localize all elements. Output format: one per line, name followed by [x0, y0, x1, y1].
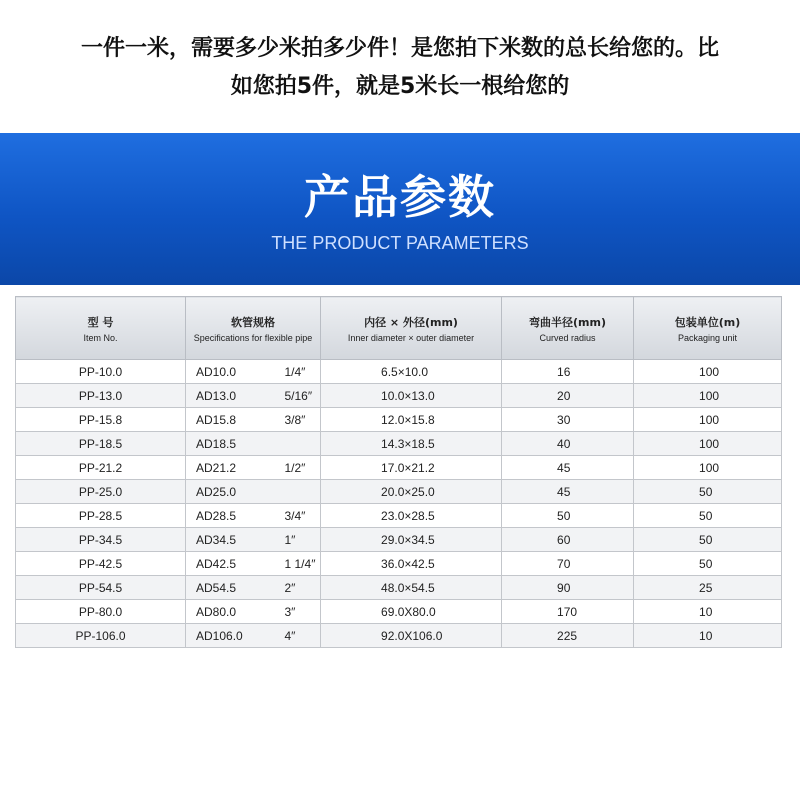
cell-inch: 4″	[271, 624, 321, 648]
cell-inch: 3″	[271, 600, 321, 624]
cell-ad: AD80.0	[186, 600, 271, 624]
table-row	[16, 456, 782, 480]
cell-diameter: 23.0×28.5	[321, 504, 502, 528]
cell-diameter: 20.0×25.0	[321, 480, 502, 504]
cell-packaging: 100	[634, 408, 782, 432]
cell-ad: AD13.0	[186, 384, 271, 408]
cell-packaging: 50	[634, 552, 782, 576]
header-radius	[502, 297, 634, 360]
table-row	[16, 552, 782, 576]
header-radius-en: Curved radius	[539, 332, 596, 343]
cell-diameter: 48.0×54.5	[321, 576, 502, 600]
cell-ad: AD42.5	[186, 552, 271, 576]
cell-item: PP-10.0	[16, 360, 186, 384]
cell-diameter: 69.0X80.0	[321, 600, 502, 624]
table-row	[16, 504, 782, 528]
cell-radius: 45	[502, 480, 634, 504]
cell-item: PP-25.0	[16, 480, 186, 504]
cell-radius: 30	[502, 408, 634, 432]
table-row	[16, 384, 782, 408]
header-packaging-cn: 包装单位(m)	[674, 315, 741, 329]
cell-packaging: 100	[634, 360, 782, 384]
cell-radius: 40	[502, 432, 634, 456]
cell-radius: 170	[502, 600, 634, 624]
header-packaging-en: Packaging unit	[677, 332, 738, 343]
cell-radius: 16	[502, 360, 634, 384]
cell-item: PP-106.0	[16, 624, 186, 648]
cell-item: PP-42.5	[16, 552, 186, 576]
cell-diameter: 17.0×21.2	[321, 456, 502, 480]
cell-inch	[271, 432, 321, 456]
table-row	[16, 600, 782, 624]
header-item-en: Item No.	[83, 332, 118, 343]
header-packaging	[634, 297, 782, 360]
table-row	[16, 432, 782, 456]
cell-item: PP-18.5	[16, 432, 186, 456]
header-diameter-en: Inner diameter × outer diameter	[347, 332, 475, 343]
table-row	[16, 528, 782, 552]
cell-ad: AD25.0	[186, 480, 271, 504]
cell-radius: 50	[502, 504, 634, 528]
header-spec	[186, 297, 321, 360]
cell-packaging: 10	[634, 624, 782, 648]
cell-ad: AD54.5	[186, 576, 271, 600]
cell-item: PP-21.2	[16, 456, 186, 480]
cell-item: PP-13.0	[16, 384, 186, 408]
cell-ad: AD18.5	[186, 432, 271, 456]
table-row	[16, 624, 782, 648]
cell-inch: 1/2″	[271, 456, 321, 480]
cell-radius: 225	[502, 624, 634, 648]
banner-title: 产品参数	[304, 170, 496, 224]
table-row	[16, 408, 782, 432]
cell-packaging: 25	[634, 576, 782, 600]
header-diameter-cn: 内径 × 外径(mm)	[364, 315, 458, 329]
parameters-banner	[0, 133, 800, 285]
cell-packaging: 100	[634, 456, 782, 480]
table-header-row	[16, 297, 782, 360]
cell-packaging: 100	[634, 432, 782, 456]
header-spec-en: Specifications for flexible pipe	[193, 332, 313, 343]
cell-item: PP-28.5	[16, 504, 186, 528]
cell-ad: AD15.8	[186, 408, 271, 432]
header-spec-cn: 软管规格	[231, 315, 275, 329]
header-diameter	[321, 297, 502, 360]
cell-packaging: 10	[634, 600, 782, 624]
cell-radius: 45	[502, 456, 634, 480]
cell-diameter: 10.0×13.0	[321, 384, 502, 408]
banner-subtitle: THE PRODUCT PARAMETERS	[271, 233, 529, 253]
notice-line-1: 一件一米，需要多少米拍多少件！是您拍下米数的总长给您的。比	[80, 36, 719, 61]
cell-diameter: 12.0×15.8	[321, 408, 502, 432]
cell-packaging: 50	[634, 528, 782, 552]
cell-inch	[271, 480, 321, 504]
cell-diameter: 6.5×10.0	[321, 360, 502, 384]
header-item-cn: 型 号	[87, 315, 114, 329]
cell-inch: 5/16″	[271, 384, 321, 408]
cell-item: PP-80.0	[16, 600, 186, 624]
cell-radius: 70	[502, 552, 634, 576]
cell-diameter: 14.3×18.5	[321, 432, 502, 456]
cell-diameter: 36.0×42.5	[321, 552, 502, 576]
cell-ad: AD10.0	[186, 360, 271, 384]
cell-item: PP-54.5	[16, 576, 186, 600]
cell-diameter: 92.0X106.0	[321, 624, 502, 648]
cell-inch: 1/4″	[271, 360, 321, 384]
header-item	[16, 297, 186, 360]
cell-inch: 2″	[271, 576, 321, 600]
parameters-table-container	[15, 296, 781, 648]
cell-ad: AD106.0	[186, 624, 271, 648]
cell-packaging: 50	[634, 480, 782, 504]
cell-inch: 1″	[271, 528, 321, 552]
cell-diameter: 29.0×34.5	[321, 528, 502, 552]
parameters-table	[15, 296, 782, 648]
table-row	[16, 480, 782, 504]
cell-ad: AD28.5	[186, 504, 271, 528]
table-row	[16, 360, 782, 384]
cell-ad: AD21.2	[186, 456, 271, 480]
cell-radius: 60	[502, 528, 634, 552]
cell-inch: 3/8″	[271, 408, 321, 432]
cell-inch: 1 1/4″	[271, 552, 321, 576]
purchase-notice	[0, 30, 800, 106]
table-row	[16, 576, 782, 600]
cell-ad: AD34.5	[186, 528, 271, 552]
cell-inch: 3/4″	[271, 504, 321, 528]
header-radius-cn: 弯曲半径(mm)	[529, 315, 606, 329]
cell-radius: 90	[502, 576, 634, 600]
cell-item: PP-15.8	[16, 408, 186, 432]
cell-radius: 20	[502, 384, 634, 408]
cell-item: PP-34.5	[16, 528, 186, 552]
cell-packaging: 100	[634, 384, 782, 408]
notice-line-2: 如您拍5件，就是5米长一根给您的	[230, 74, 570, 99]
cell-packaging: 50	[634, 504, 782, 528]
